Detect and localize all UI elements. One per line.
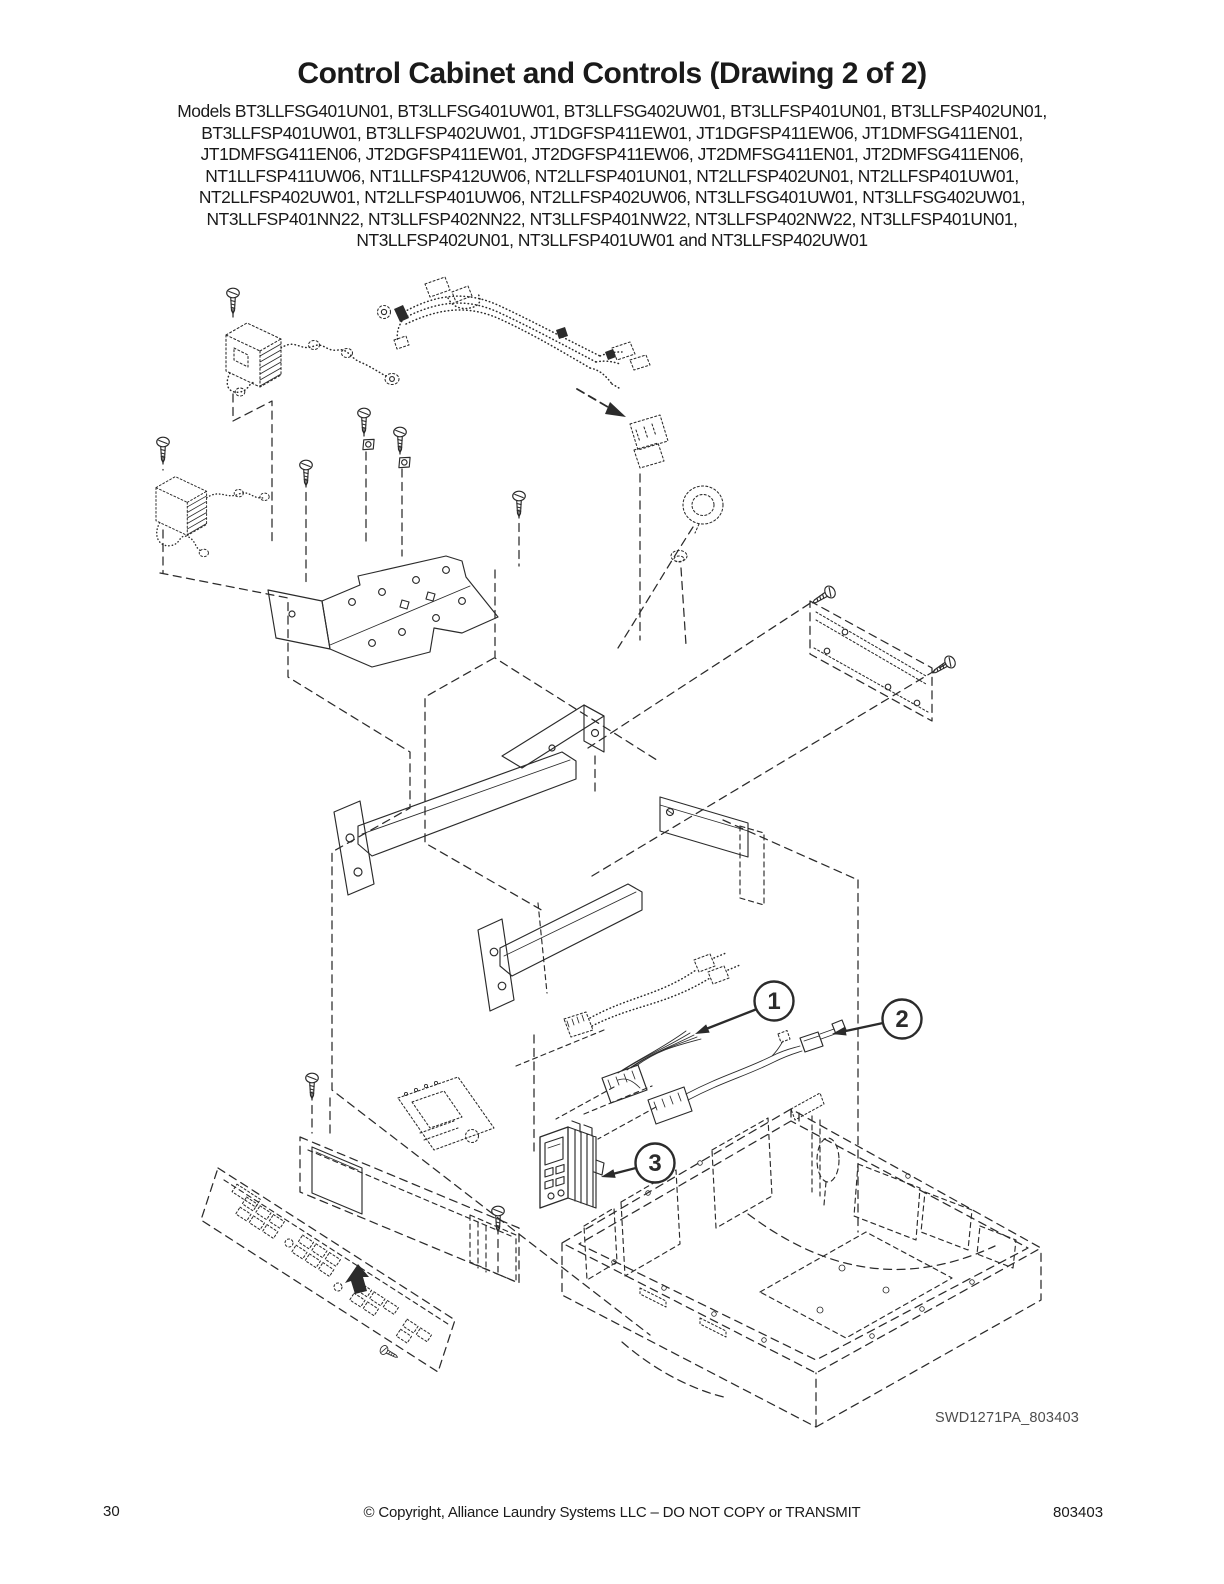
page-title: Control Cabinet and Controls (Drawing 2 of 2) (297, 57, 927, 90)
callouts (601, 982, 922, 1183)
mounting-rails (334, 705, 764, 1011)
model-list-line: Models BT3LLFSG401UN01, BT3LLFSG401UW01, BT3LLFSG402UW01, BT3LLFSP401UN01, BT3LLFSP402UN01, (177, 101, 1047, 121)
control-panel-assembly (201, 1077, 519, 1372)
model-list-line: NT3LLFSP402UN01, NT3LLFSP401UW01 and NT3LLFSP402UW01 (356, 230, 868, 250)
control-facade (201, 1168, 455, 1372)
wire-harness-top (378, 277, 651, 388)
noise-filter-1 (226, 323, 399, 396)
electronic-control (540, 1121, 604, 1208)
page-number: 30 (103, 1503, 120, 1520)
callout-1-arrowhead (695, 1024, 710, 1034)
copyright-notice: © Copyright, Alliance Laundry Systems LLC – DO NOT COPY or TRANSMIT (363, 1504, 861, 1521)
control-mounting-plate (268, 556, 498, 667)
model-list-line: NT2LLFSP402UW01, NT2LLFSP401UW06, NT2LLFSP402UW06, NT3LLFSG401UW01, NT3LLFSG402UW01, (198, 187, 1026, 207)
document-number: 803403 (1053, 1504, 1104, 1521)
callout-3-number: 3 (648, 1150, 662, 1177)
callout-3-leader (614, 1168, 636, 1174)
callout-2-number: 2 (895, 1006, 909, 1033)
callout-1-number: 1 (767, 988, 781, 1015)
callout-2-leader (844, 1023, 883, 1031)
noise-filter-2 (156, 477, 269, 557)
imprint-arrow (345, 1264, 369, 1294)
explode-arrowhead (605, 402, 626, 417)
wire-harness-upper (564, 953, 740, 1037)
cabinet-top (562, 1093, 1041, 1427)
side-bracket (810, 601, 932, 721)
drawing-id: SWD1271PA_803403 (934, 1410, 1080, 1426)
circuit-board (398, 1077, 494, 1150)
connector-block-group (577, 389, 723, 562)
model-list-line: NT1LLFSP411UW06, NT1LLFSP412UW06, NT2LLFSP401UN01, NT2LLFSP402UN01, NT2LLFSP401UW01, (205, 165, 1019, 186)
grommet (683, 486, 723, 524)
callout-1-leader (706, 1009, 757, 1029)
model-list-line: BT3LLFSP401UW01, BT3LLFSP402UW01, JT1DGFSP411EW01, JT1DGFSP411EW06, JT1DMFSG411EN01, (201, 122, 1023, 143)
model-list-line: NT3LLFSP401NN22, NT3LLFSP402NN22, NT3LLFSP401NW22, NT3LLFSP402NW22, NT3LLFSP401UN01, (206, 208, 1018, 229)
screws (157, 288, 958, 1361)
model-list-line: JT1DMFSG411EN06, JT2DGFSP411EW01, JT2DGFSP411EW06, JT2DMFSG411EN01, JT2DMFSG411EN06, (200, 144, 1024, 164)
